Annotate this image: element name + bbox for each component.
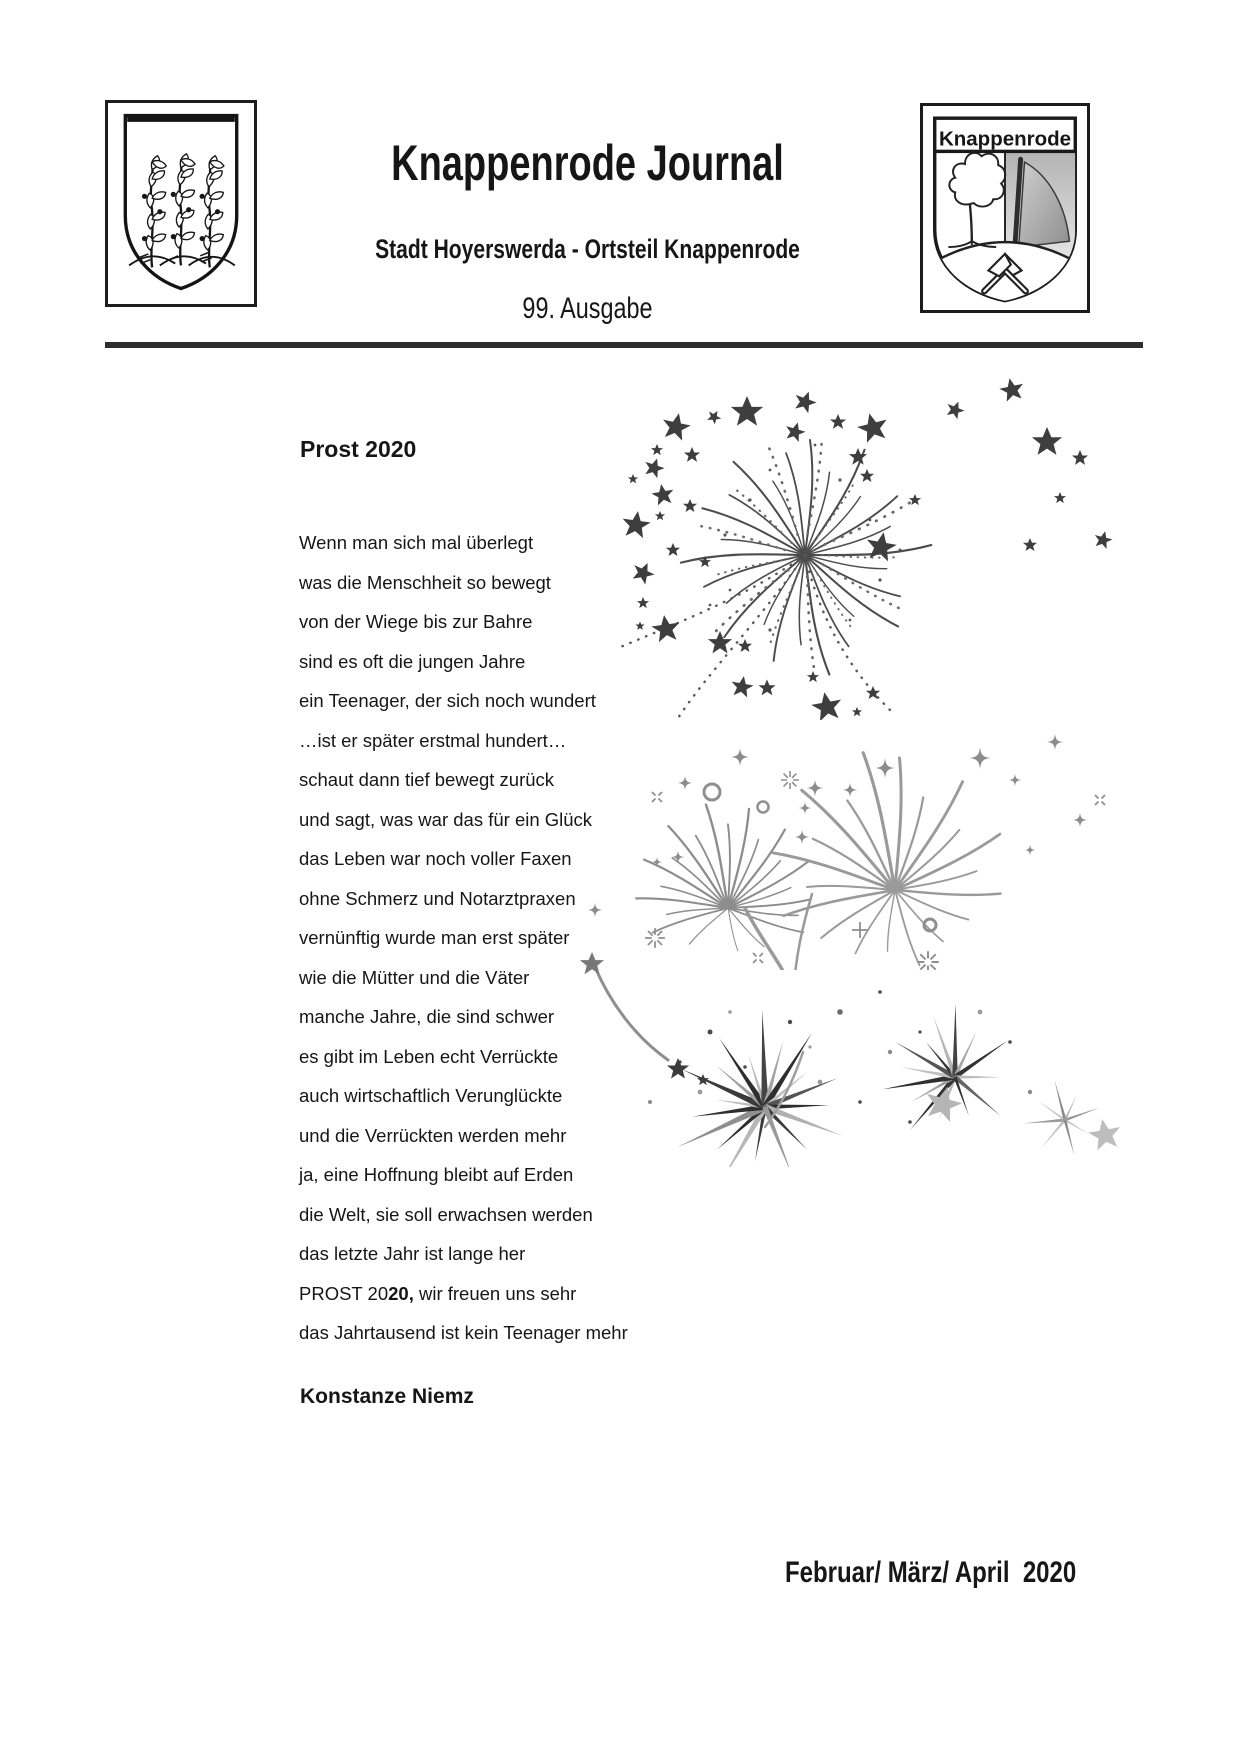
fireworks-middle-icon xyxy=(560,680,1160,970)
sparkle-decor xyxy=(645,771,1105,970)
oak-trees-shield-icon xyxy=(108,103,254,304)
gray-burst-right xyxy=(772,752,1001,965)
poem-line: von der Wiege bis zur Bahre xyxy=(299,611,533,632)
poem-line: vernünftig wurde man erst später xyxy=(299,927,570,948)
poem-line: die Welt, sie soll erwachsen werden xyxy=(299,1203,593,1225)
poem-line: das letzte Jahr ist lange her xyxy=(299,1243,526,1264)
poem-line: manche Jahre, die sind schwer xyxy=(299,1006,555,1027)
fireworks-bottom-icon xyxy=(560,952,1160,1167)
journal-subtitle: Stadt Hoyerswerda - Ortsteil Knappenrode xyxy=(375,234,800,264)
poem-line: sind es oft die jungen Jahre xyxy=(299,650,526,672)
poem-line: was die Menschheit so bewegt xyxy=(299,571,551,593)
poem-line-prost: PROST 2020, wir freuen uns sehr xyxy=(299,1282,577,1304)
poem-line: schaut dann tief bewegt zurück xyxy=(299,769,555,790)
poem-line: es gibt im Leben echt Verrückte xyxy=(299,1045,559,1067)
right-coat-of-arms xyxy=(920,103,1090,313)
header-divider xyxy=(105,342,1143,348)
journal-title: Knappenrode Journal xyxy=(391,135,784,191)
issue-date: Februar/ März/ April 2020 xyxy=(785,1556,1077,1589)
poem-line: das Jahrtausend ist kein Teenager mehr xyxy=(299,1322,628,1343)
gray-burst-left xyxy=(636,804,812,951)
issue-number: 99. Ausgabe xyxy=(522,292,653,325)
poem-line: ohne Schmerz und Notarztpraxen xyxy=(299,887,576,909)
knappenrode-shield-icon xyxy=(923,106,1087,310)
poem-line: und die Verrückten werden mehr xyxy=(299,1124,567,1146)
poem-line: wie die Mütter und die Väter xyxy=(299,966,530,988)
fireworks-top-icon xyxy=(560,350,1120,720)
poem-line: ja, eine Hoffnung bleibt auf Erden xyxy=(299,1164,574,1185)
poem-line: …ist er später erstmal hundert… xyxy=(299,729,567,751)
scattered-stars xyxy=(620,376,1114,720)
spiky-burst-left xyxy=(676,1010,844,1167)
left-coat-of-arms xyxy=(105,100,257,307)
poem-line: und sagt, was war das für ein Glück xyxy=(299,808,593,830)
emblem-banner-label: Knappenrode xyxy=(938,127,1072,151)
poem-line: das Leben war noch voller Faxen xyxy=(299,848,572,869)
poem-title: Prost 2020 xyxy=(300,436,417,462)
poem-line: ein Teenager, der sich noch wundert xyxy=(299,690,596,711)
poem-line: auch wirtschaftlich Verunglückte xyxy=(299,1085,563,1106)
poem-author: Konstanze Niemz xyxy=(300,1385,474,1408)
spiky-burst-small xyxy=(1024,1080,1100,1156)
poem-line: Wenn man sich mal überlegt xyxy=(299,532,534,553)
confetti-dots xyxy=(648,990,1032,1124)
